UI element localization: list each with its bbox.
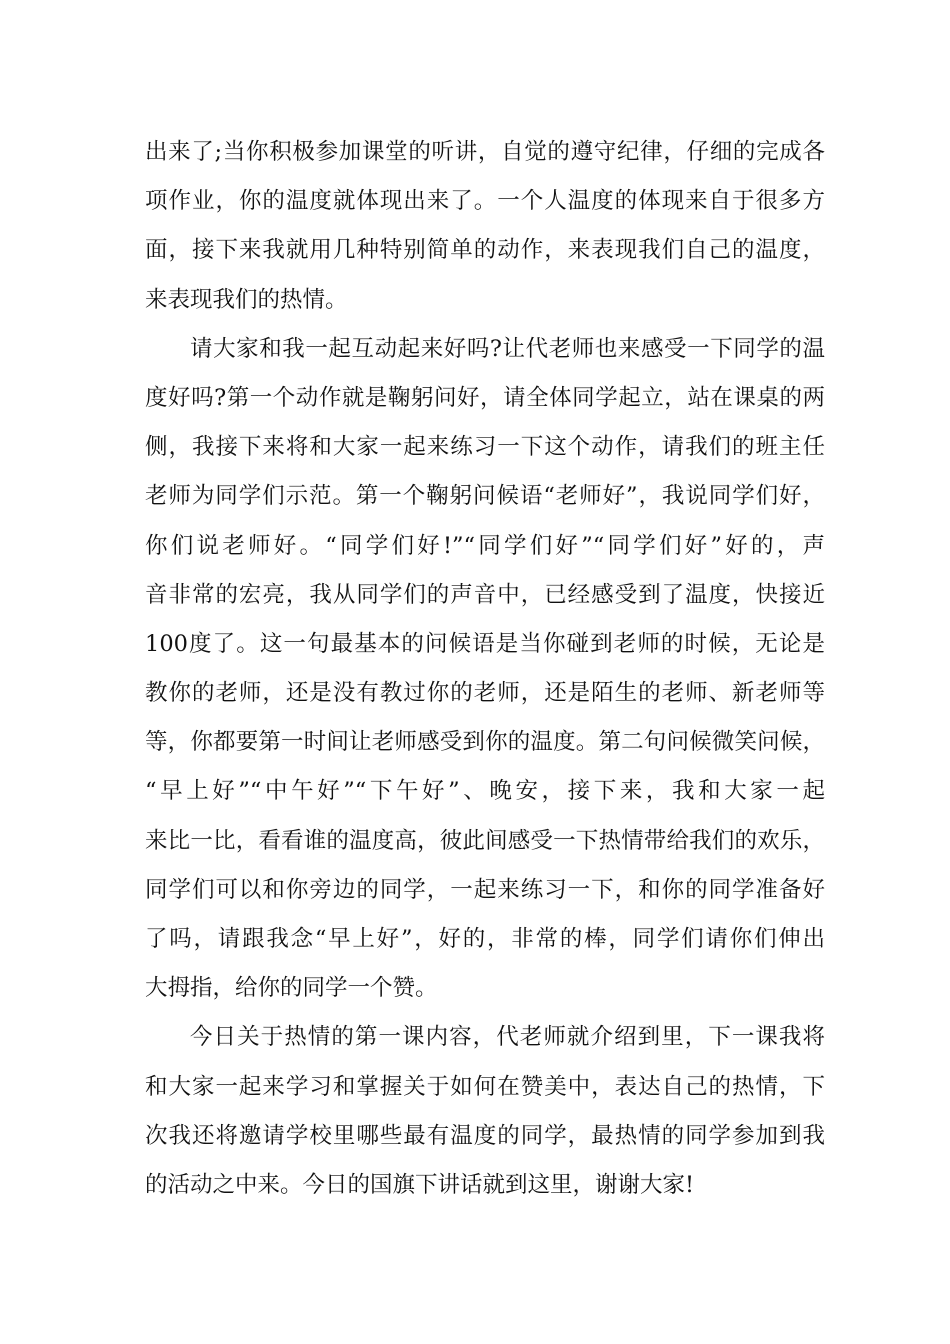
paragraph-3 bbox=[145, 1013, 825, 1210]
text-line: 音非常的宏亮，我从同学们的声音中，已经感受到了温度，快接近 bbox=[145, 581, 825, 608]
text-line: “早上好”“中午好”“下午好”、晚安，接下来，我和大家一起 bbox=[145, 778, 825, 805]
text-line: 度好吗?第一个动作就是鞠躬问好，请全体同学起立，站在课桌的两 bbox=[145, 384, 825, 411]
text-line: 的活动之中来。今日的国旗下讲话就到这里，谢谢大家! bbox=[145, 1171, 695, 1198]
paragraph-1 bbox=[145, 128, 825, 325]
text-line: 出来了;当你积极参加课堂的听讲，自觉的遵守纪律，仔细的完成各 bbox=[145, 139, 825, 165]
text-line: 和大家一起来学习和掌握关于如何在赞美中，表达自己的热情，下 bbox=[145, 1073, 825, 1100]
body-text bbox=[145, 128, 825, 1210]
text-line: 次我还将邀请学校里哪些最有温度的同学，最热情的同学参加到我 bbox=[145, 1122, 825, 1149]
text-line: 请大家和我一起互动起来好吗?让代老师也来感受一下同学的温 bbox=[190, 335, 825, 362]
text-line: 你们说老师好。“同学们好!”“同学们好”“同学们好”好的，声 bbox=[145, 532, 825, 559]
text-line: 100度了。这一句最基本的问候语是当你碰到老师的时候，无论是 bbox=[145, 630, 825, 657]
paragraph-2 bbox=[145, 325, 825, 1014]
text-line: 侧，我接下来将和大家一起来练习一下这个动作，请我们的班主任 bbox=[145, 434, 825, 461]
text-line: 教你的老师，还是没有教过你的老师，还是陌生的老师、新老师等 bbox=[145, 680, 825, 707]
text-line: 今日关于热情的第一课内容，代老师就介绍到里，下一课我将 bbox=[190, 1024, 825, 1051]
text-line: 来表现我们的热情。 bbox=[145, 286, 348, 313]
text-line: 项作业，你的温度就体现出来了。一个人温度的体现来自于很多方 bbox=[145, 188, 825, 215]
text-line: 同学们可以和你旁边的同学，一起来练习一下，和你的同学准备好 bbox=[145, 876, 825, 903]
text-line: 等，你都要第一时间让老师感受到你的温度。第二句问候微笑问候， bbox=[145, 729, 825, 756]
text-line: 面，接下来我就用几种特别简单的动作，来表现我们自己的温度， bbox=[145, 237, 825, 264]
text-line: 来比一比，看看谁的温度高，彼此间感受一下热情带给我们的欢乐， bbox=[145, 827, 825, 854]
text-line: 了吗，请跟我念“早上好”，好的，非常的棒，同学们请你们伸出 bbox=[145, 926, 825, 952]
text-line: 老师为同学们示范。第一个鞠躬问候语“老师好”，我说同学们好， bbox=[145, 483, 825, 510]
text-line: 大拇指，给你的同学一个赞。 bbox=[145, 975, 438, 1002]
